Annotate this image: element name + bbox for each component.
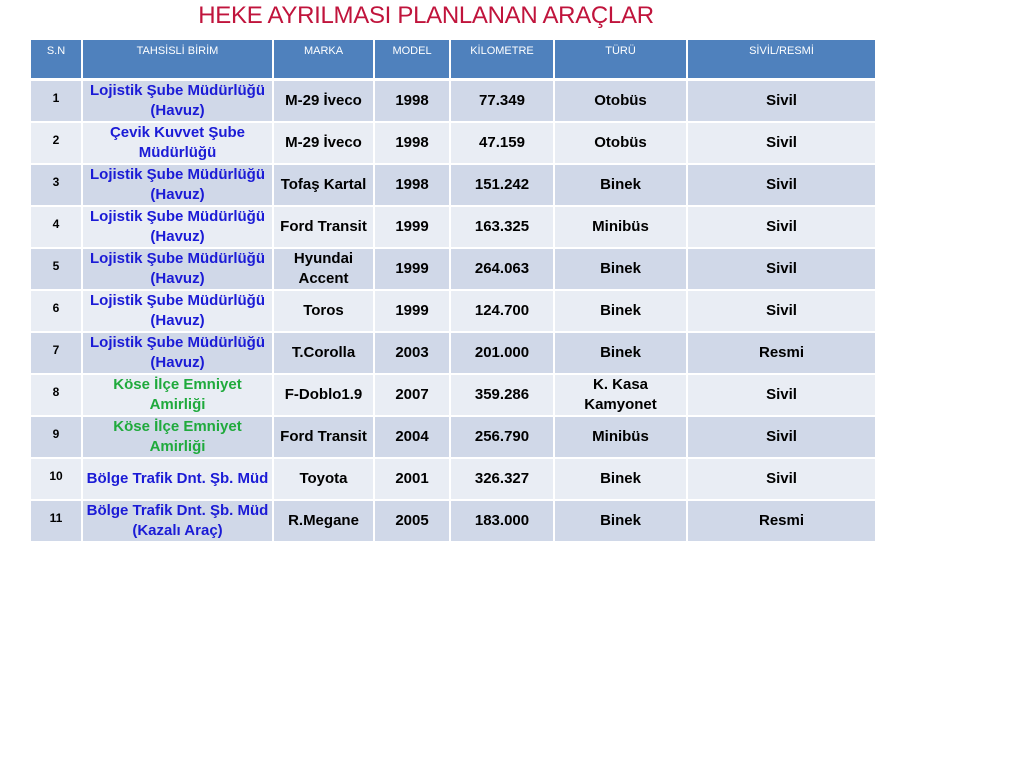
cell-type: Binek	[554, 164, 687, 206]
cell-unit: Lojistik Şube Müdürlüğü (Havuz)	[82, 332, 273, 374]
cell-type: Binek	[554, 458, 687, 500]
cell-status: Sivil	[687, 374, 876, 416]
column-header-model: MODEL	[374, 40, 450, 79]
cell-brand: Toros	[273, 290, 374, 332]
cell-kilometre: 151.242	[450, 164, 554, 206]
cell-unit: Köse İlçe Emniyet Amirliği	[82, 416, 273, 458]
cell-type: Minibüs	[554, 416, 687, 458]
cell-sn: 5	[30, 248, 82, 290]
cell-unit: Lojistik Şube Müdürlüğü (Havuz)	[82, 206, 273, 248]
cell-kilometre: 326.327	[450, 458, 554, 500]
cell-sn: 8	[30, 374, 82, 416]
table-row	[30, 416, 876, 458]
cell-type: Minibüs	[554, 206, 687, 248]
cell-unit: Bölge Trafik Dnt. Şb. Müd	[82, 458, 273, 500]
cell-sn: 2	[30, 122, 82, 164]
cell-model: 1999	[374, 206, 450, 248]
cell-model: 2004	[374, 416, 450, 458]
cell-brand: T.Corolla	[273, 332, 374, 374]
column-header-status: SİVİL/RESMİ	[687, 40, 876, 79]
cell-sn: 1	[30, 79, 82, 122]
column-header-unit: TAHSİSLİ BİRİM	[82, 40, 273, 79]
cell-brand: Hyundai Accent	[273, 248, 374, 290]
cell-model: 2001	[374, 458, 450, 500]
cell-type: Binek	[554, 290, 687, 332]
table-row	[30, 122, 876, 164]
cell-kilometre: 264.063	[450, 248, 554, 290]
cell-status: Sivil	[687, 79, 876, 122]
cell-brand: Ford Transit	[273, 206, 374, 248]
cell-sn: 7	[30, 332, 82, 374]
cell-sn: 10	[30, 458, 82, 500]
cell-status: Sivil	[687, 458, 876, 500]
cell-status: Resmi	[687, 332, 876, 374]
cell-status: Sivil	[687, 122, 876, 164]
cell-brand: M-29 İveco	[273, 79, 374, 122]
cell-kilometre: 201.000	[450, 332, 554, 374]
table-row	[30, 500, 876, 542]
table-row	[30, 248, 876, 290]
cell-type: Otobüs	[554, 79, 687, 122]
cell-brand: Toyota	[273, 458, 374, 500]
cell-model: 2007	[374, 374, 450, 416]
cell-unit: Çevik Kuvvet Şube Müdürlüğü	[82, 122, 273, 164]
table-row	[30, 79, 876, 122]
cell-brand: M-29 İveco	[273, 122, 374, 164]
cell-status: Sivil	[687, 290, 876, 332]
cell-kilometre: 163.325	[450, 206, 554, 248]
cell-status: Sivil	[687, 206, 876, 248]
cell-unit: Bölge Trafik Dnt. Şb. Müd (Kazalı Araç)	[82, 500, 273, 542]
cell-brand: F-Doblo1.9	[273, 374, 374, 416]
table-row	[30, 164, 876, 206]
cell-kilometre: 256.790	[450, 416, 554, 458]
column-header-km: KİLOMETRE	[450, 40, 554, 79]
cell-unit: Lojistik Şube Müdürlüğü (Havuz)	[82, 290, 273, 332]
cell-brand: Ford Transit	[273, 416, 374, 458]
cell-type: Binek	[554, 332, 687, 374]
cell-sn: 11	[30, 500, 82, 542]
cell-status: Sivil	[687, 248, 876, 290]
cell-unit: Lojistik Şube Müdürlüğü (Havuz)	[82, 248, 273, 290]
cell-model: 2005	[374, 500, 450, 542]
table-row	[30, 332, 876, 374]
table-row	[30, 290, 876, 332]
cell-type: Binek	[554, 500, 687, 542]
table-header-row	[30, 40, 876, 79]
table-row	[30, 458, 876, 500]
cell-kilometre: 124.700	[450, 290, 554, 332]
cell-kilometre: 47.159	[450, 122, 554, 164]
cell-brand: R.Megane	[273, 500, 374, 542]
cell-type: K. Kasa Kamyonet	[554, 374, 687, 416]
cell-sn: 9	[30, 416, 82, 458]
column-header-type: TÜRÜ	[554, 40, 687, 79]
column-header-sn: S.N	[30, 40, 82, 79]
cell-sn: 6	[30, 290, 82, 332]
table-body	[30, 79, 876, 542]
cell-model: 1998	[374, 164, 450, 206]
cell-sn: 4	[30, 206, 82, 248]
cell-kilometre: 183.000	[450, 500, 554, 542]
cell-kilometre: 77.349	[450, 79, 554, 122]
cell-model: 1999	[374, 248, 450, 290]
cell-unit: Köse İlçe Emniyet Amirliği	[82, 374, 273, 416]
cell-status: Sivil	[687, 164, 876, 206]
cell-sn: 3	[30, 164, 82, 206]
cell-model: 1998	[374, 79, 450, 122]
cell-model: 1998	[374, 122, 450, 164]
cell-unit: Lojistik Şube Müdürlüğü (Havuz)	[82, 164, 273, 206]
cell-type: Binek	[554, 248, 687, 290]
cell-unit: Lojistik Şube Müdürlüğü (Havuz)	[82, 79, 273, 122]
table-row	[30, 206, 876, 248]
cell-kilometre: 359.286	[450, 374, 554, 416]
vehicles-table	[29, 40, 877, 543]
table-row	[30, 374, 876, 416]
page-title: HEKE AYRILMASI PLANLANAN ARAÇLAR	[198, 2, 654, 29]
cell-status: Sivil	[687, 416, 876, 458]
cell-brand: Tofaş Kartal	[273, 164, 374, 206]
cell-model: 1999	[374, 290, 450, 332]
column-header-brand: MARKA	[273, 40, 374, 79]
cell-type: Otobüs	[554, 122, 687, 164]
cell-model: 2003	[374, 332, 450, 374]
cell-status: Resmi	[687, 500, 876, 542]
